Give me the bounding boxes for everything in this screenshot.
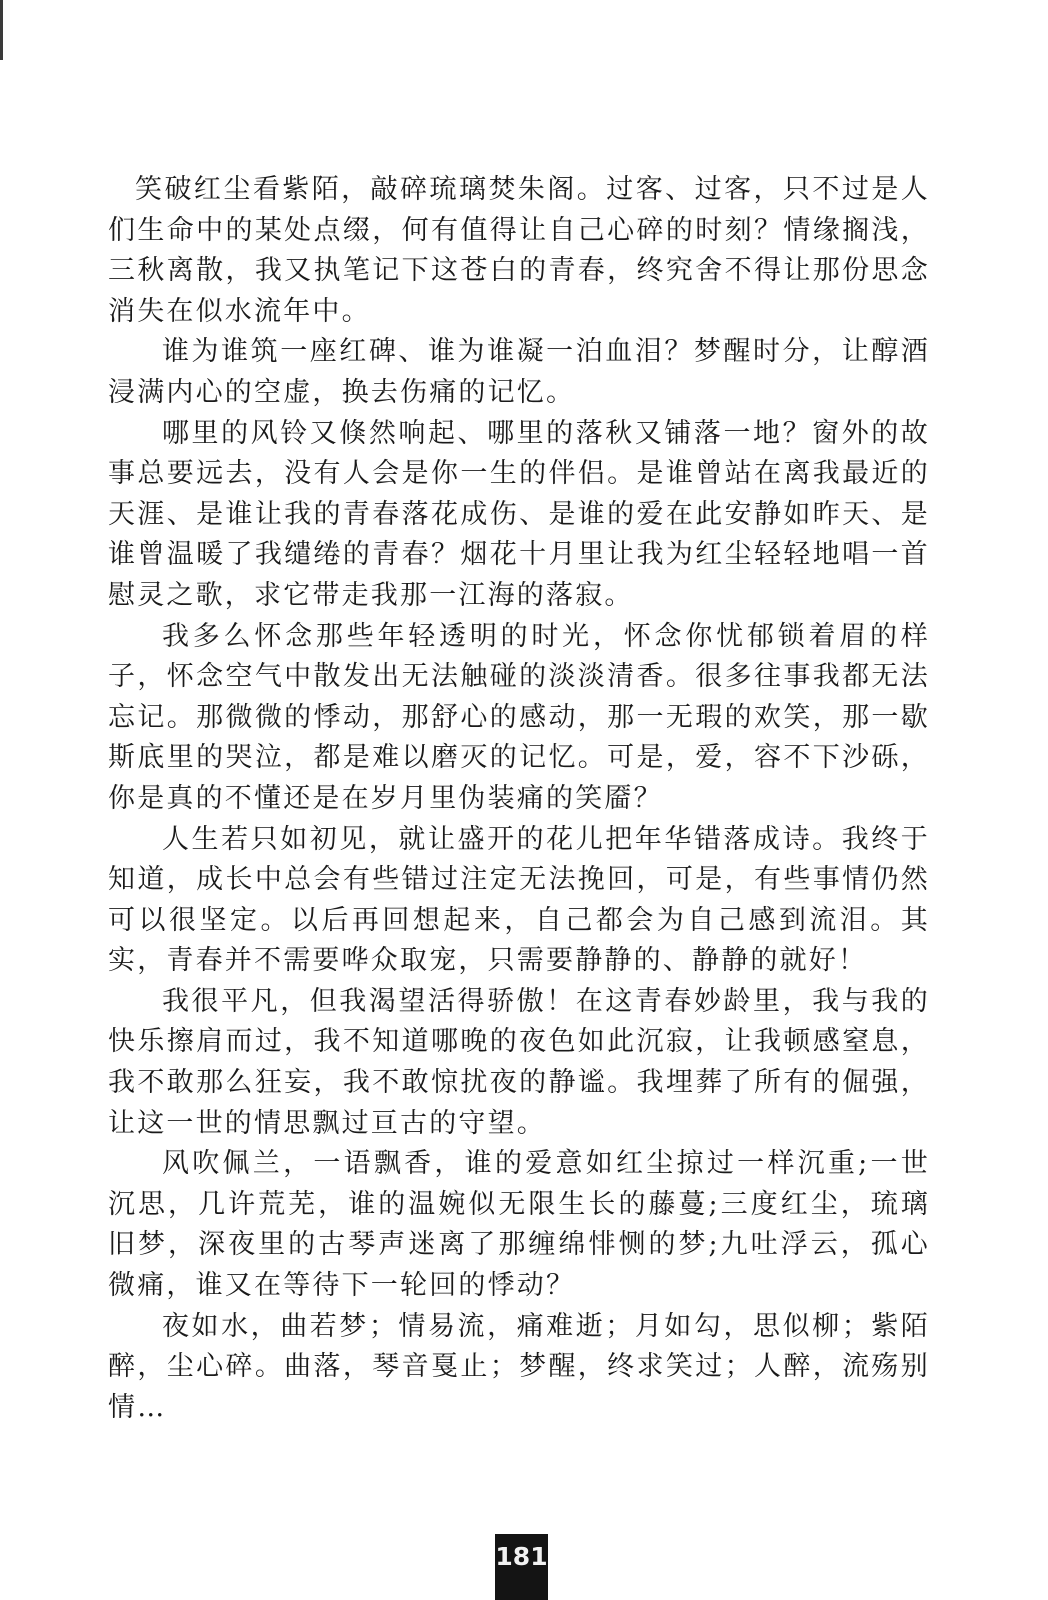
paragraph: 人生若只如初见，就让盛开的花儿把年华错落成诗。我终于知道，成长中总会有些错过注定无法挽回，可是，有些事情仍然可以很坚定。以后再回想起来，自己都会为自己感到流泪。其实，青春并不需要哗众取宠，只需要静静的、静静的就好！ [108,823,930,977]
paragraph: 谁为谁筑一座红碑、谁为谁凝一泊血泪？梦醒时分，让醇酒浸满内心的空虚，换去伤痛的记忆。 [108,336,930,408]
paragraph: 笑破红尘看紫陌，敲碎琉璃焚朱阁。过客、过客，只不过是人们生命中的某处点缀，何有值得让自己心碎的时刻？情缘搁浅，三秋离散，我又执笔记下这苍白的青春，终究舍不得让那份思念消失在似水流年中。 [108,174,930,327]
paragraph: 风吹佩兰，一语飘香，谁的爱意如红尘掠过一样沉重;一世沉思，几许荒芜，谁的温婉似无限生长的藤蔓;三度红尘，琉璃旧梦，深夜里的古琴声迷离了那缠绵悱恻的梦;九吐浮云，孤心微痛，谁又在等待下一轮回的悸动？ [108,1148,930,1302]
paragraph: 哪里的风铃又倏然响起、哪里的落秋又铺落一地？窗外的故事总要远去，没有人会是你一生的伴侣。是谁曾站在离我最近的天涯、是谁让我的青春落花成伤、是谁的爱在此安静如昨天、是谁曾温暖了我缱绻的青春？烟花十月里让我为红尘轻轻地唱一首慰灵之歌，求它带走我那一江海的落寂。 [108,417,930,611]
body-text [108,170,930,1428]
page-number: 181 [495,1534,548,1600]
paragraph: 夜如水，曲若梦；情易流，痛难逝；月如勾，思似柳；紫陌醉，尘心碎。曲落，琴音戛止；梦醒，终求笑过；人醉，流殇别情… [108,1310,930,1423]
page-edge-mark [0,0,3,60]
paragraph: 我很平凡，但我渴望活得骄傲！在这青春妙龄里，我与我的快乐擦肩而过，我不知道哪晚的夜色如此沉寂，让我顿感窒息，我不敢那么狂妄，我不敢惊扰夜的静谧。我埋葬了所有的倔强，让这一世的情思飘过亘古的守望。 [108,985,930,1139]
paragraph: 我多么怀念那些年轻透明的时光，怀念你忧郁锁着眉的样子，怀念空气中散发出无法触碰的淡淡清香。很多往事我都无法忘记。那微微的悸动，那舒心的感动，那一无瑕的欢笑，那一歇斯底里的哭泣，都是难以磨灭的记忆。可是，爱，容不下沙砾，你是真的不懂还是在岁月里伪装痛的笑靥？ [108,620,930,814]
